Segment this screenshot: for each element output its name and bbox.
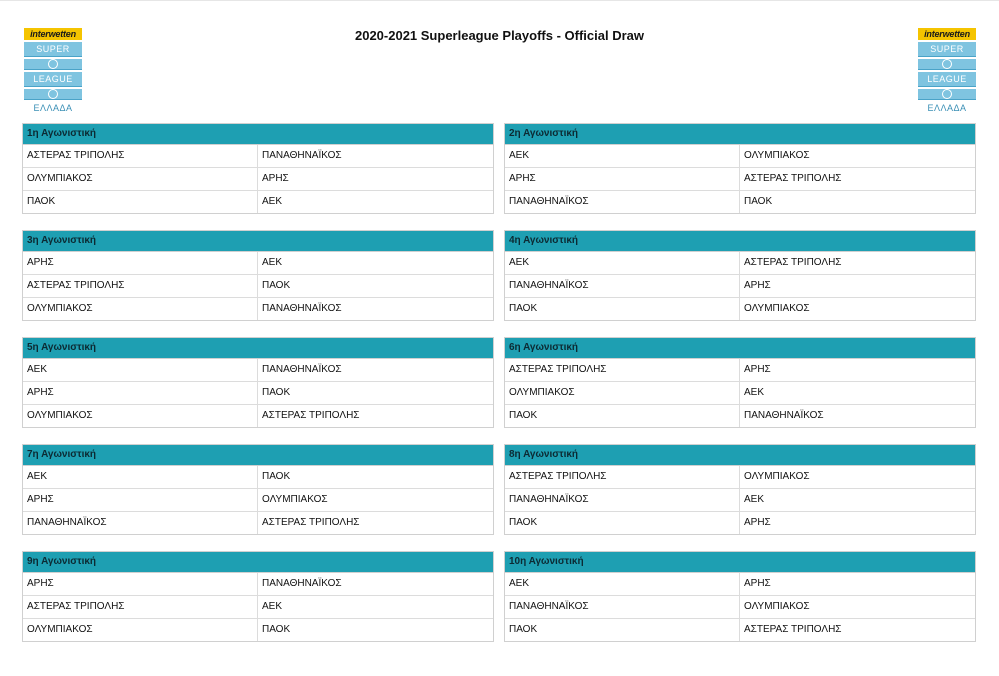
- away-team: ΑΣΤΕΡΑΣ ΤΡΙΠΟΛΗΣ: [262, 517, 360, 528]
- match-row: [23, 191, 493, 213]
- home-team: ΑΕΚ: [23, 359, 258, 381]
- home-team: ΠΑΟΚ: [505, 298, 740, 320]
- home-team: ΠΑΝΑΘΗΝΑΪΚΟΣ: [505, 489, 740, 511]
- away-team: ΑΡΗΣ: [744, 578, 771, 589]
- away-team: ΠΑΟΚ: [262, 280, 291, 291]
- home-team: ΟΛΥΜΠΙΑΚΟΣ: [23, 168, 258, 190]
- away-team: ΟΛΥΜΠΙΑΚΟΣ: [744, 303, 810, 314]
- away-team: ΠΑΟΚ: [262, 624, 291, 635]
- round-block-10: [504, 551, 976, 642]
- round-block-6: [504, 337, 976, 428]
- match-row: [505, 489, 975, 512]
- round-header: 10η Αγωνιστική: [505, 552, 975, 573]
- match-row: [505, 191, 975, 213]
- round-block-2: [504, 123, 976, 214]
- home-team: ΑΡΗΣ: [23, 382, 258, 404]
- away-team: ΠΑΟΚ: [262, 387, 291, 398]
- page-title: 2020-2021 Superleague Playoffs - Official Draw: [354, 28, 644, 43]
- match-row: [505, 619, 975, 641]
- away-team: ΑΕΚ: [262, 196, 283, 207]
- home-team: ΠΑΟΚ: [505, 405, 740, 427]
- away-team: ΑΣΤΕΡΑΣ ΤΡΙΠΟΛΗΣ: [744, 624, 842, 635]
- match-row: [505, 573, 975, 596]
- logo-brand: interwetten: [918, 28, 976, 40]
- home-team: ΟΛΥΜΠΙΑΚΟΣ: [23, 619, 258, 641]
- match-row: [505, 252, 975, 275]
- logo-line-ellada: ΕΛΛΑΔΑ: [33, 103, 73, 113]
- ball-icon: [918, 89, 976, 100]
- home-team: ΑΕΚ: [505, 573, 740, 595]
- match-row: [23, 512, 493, 534]
- match-row: [23, 489, 493, 512]
- away-team: ΟΛΥΜΠΙΑΚΟΣ: [744, 150, 810, 161]
- home-team: ΠΑΟΚ: [23, 191, 258, 213]
- home-team: ΑΡΗΣ: [23, 573, 258, 595]
- round-block-7: [22, 444, 494, 535]
- match-row: [505, 512, 975, 534]
- away-team: ΑΕΚ: [744, 387, 765, 398]
- round-header: 9η Αγωνιστική: [23, 552, 493, 573]
- match-row: [23, 405, 493, 427]
- away-team: ΟΛΥΜΠΙΑΚΟΣ: [744, 601, 810, 612]
- home-team: ΟΛΥΜΠΙΑΚΟΣ: [505, 382, 740, 404]
- home-team: ΑΣΤΕΡΑΣ ΤΡΙΠΟΛΗΣ: [23, 596, 258, 618]
- round-header: 7η Αγωνιστική: [23, 445, 493, 466]
- logo-line-ellada: ΕΛΛΑΔΑ: [927, 103, 967, 113]
- match-row: [23, 298, 493, 320]
- home-team: ΑΡΗΣ: [23, 489, 258, 511]
- home-team: ΑΣΤΕΡΑΣ ΤΡΙΠΟΛΗΣ: [23, 275, 258, 297]
- away-team: ΠΑΝΑΘΗΝΑΪΚΟΣ: [262, 150, 342, 161]
- match-row: [505, 168, 975, 191]
- round-block-9: [22, 551, 494, 642]
- round-block-8: [504, 444, 976, 535]
- match-row: [23, 168, 493, 191]
- match-row: [505, 275, 975, 298]
- home-team: ΑΡΗΣ: [505, 168, 740, 190]
- away-team: ΠΑΝΑΘΗΝΑΪΚΟΣ: [744, 410, 824, 421]
- away-team: ΑΣΤΕΡΑΣ ΤΡΙΠΟΛΗΣ: [744, 173, 842, 184]
- home-team: ΑΕΚ: [505, 145, 740, 167]
- ball-icon: [918, 59, 976, 70]
- ball-icon: [24, 89, 82, 100]
- match-row: [23, 596, 493, 619]
- round-block-1: [22, 123, 494, 214]
- home-team: ΑΣΤΕΡΑΣ ΤΡΙΠΟΛΗΣ: [23, 145, 258, 167]
- round-header: 1η Αγωνιστική: [23, 124, 493, 145]
- match-row: [23, 573, 493, 596]
- away-team: ΑΣΤΕΡΑΣ ΤΡΙΠΟΛΗΣ: [262, 410, 360, 421]
- round-header: 6η Αγωνιστική: [505, 338, 975, 359]
- logo-line-super: SUPER: [918, 42, 976, 57]
- round-header: 8η Αγωνιστική: [505, 445, 975, 466]
- match-row: [505, 466, 975, 489]
- logo-line-super: SUPER: [24, 42, 82, 57]
- match-row: [505, 596, 975, 619]
- home-team: ΠΑΟΚ: [505, 619, 740, 641]
- home-team: ΟΛΥΜΠΙΑΚΟΣ: [23, 405, 258, 427]
- away-team: ΠΑΟΚ: [262, 471, 291, 482]
- home-team: ΑΣΤΕΡΑΣ ΤΡΙΠΟΛΗΣ: [505, 359, 740, 381]
- home-team: ΠΑΝΑΘΗΝΑΪΚΟΣ: [505, 596, 740, 618]
- match-row: [23, 466, 493, 489]
- superleague-logo-right: [918, 28, 976, 114]
- match-row: [23, 145, 493, 168]
- round-block-4: [504, 230, 976, 321]
- home-team: ΑΕΚ: [505, 252, 740, 274]
- match-row: [23, 382, 493, 405]
- away-team: ΑΡΗΣ: [744, 517, 771, 528]
- round-block-5: [22, 337, 494, 428]
- logo-line-league: LEAGUE: [24, 72, 82, 87]
- home-team: ΠΑΝΑΘΗΝΑΪΚΟΣ: [505, 275, 740, 297]
- away-team: ΟΛΥΜΠΙΑΚΟΣ: [744, 471, 810, 482]
- match-row: [23, 619, 493, 641]
- logo-brand: interwetten: [24, 28, 82, 40]
- away-team: ΠΑΝΑΘΗΝΑΪΚΟΣ: [262, 578, 342, 589]
- match-row: [505, 298, 975, 320]
- match-row: [23, 275, 493, 298]
- away-team: ΠΑΟΚ: [744, 196, 773, 207]
- away-team: ΑΕΚ: [262, 601, 283, 612]
- ball-icon: [24, 59, 82, 70]
- match-row: [505, 405, 975, 427]
- home-team: ΑΣΤΕΡΑΣ ΤΡΙΠΟΛΗΣ: [505, 466, 740, 488]
- round-block-3: [22, 230, 494, 321]
- round-header: 4η Αγωνιστική: [505, 231, 975, 252]
- round-header: 2η Αγωνιστική: [505, 124, 975, 145]
- top-divider: [0, 0, 999, 1]
- match-row: [23, 252, 493, 275]
- away-team: ΟΛΥΜΠΙΑΚΟΣ: [262, 494, 328, 505]
- match-row: [505, 359, 975, 382]
- away-team: ΠΑΝΑΘΗΝΑΪΚΟΣ: [262, 364, 342, 375]
- home-team: ΑΡΗΣ: [23, 252, 258, 274]
- logo-line-league: LEAGUE: [918, 72, 976, 87]
- away-team: ΑΣΤΕΡΑΣ ΤΡΙΠΟΛΗΣ: [744, 257, 842, 268]
- home-team: ΠΑΝΑΘΗΝΑΪΚΟΣ: [23, 512, 258, 534]
- match-row: [505, 382, 975, 405]
- away-team: ΑΡΗΣ: [744, 280, 771, 291]
- away-team: ΑΡΗΣ: [744, 364, 771, 375]
- home-team: ΑΕΚ: [23, 466, 258, 488]
- home-team: ΠΑΝΑΘΗΝΑΪΚΟΣ: [505, 191, 740, 213]
- away-team: ΠΑΝΑΘΗΝΑΪΚΟΣ: [262, 303, 342, 314]
- away-team: ΑΕΚ: [744, 494, 765, 505]
- round-header: 3η Αγωνιστική: [23, 231, 493, 252]
- away-team: ΑΡΗΣ: [262, 173, 289, 184]
- home-team: ΠΑΟΚ: [505, 512, 740, 534]
- match-row: [23, 359, 493, 382]
- round-header: 5η Αγωνιστική: [23, 338, 493, 359]
- away-team: ΑΕΚ: [262, 257, 283, 268]
- home-team: ΟΛΥΜΠΙΑΚΟΣ: [23, 298, 258, 320]
- match-row: [505, 145, 975, 168]
